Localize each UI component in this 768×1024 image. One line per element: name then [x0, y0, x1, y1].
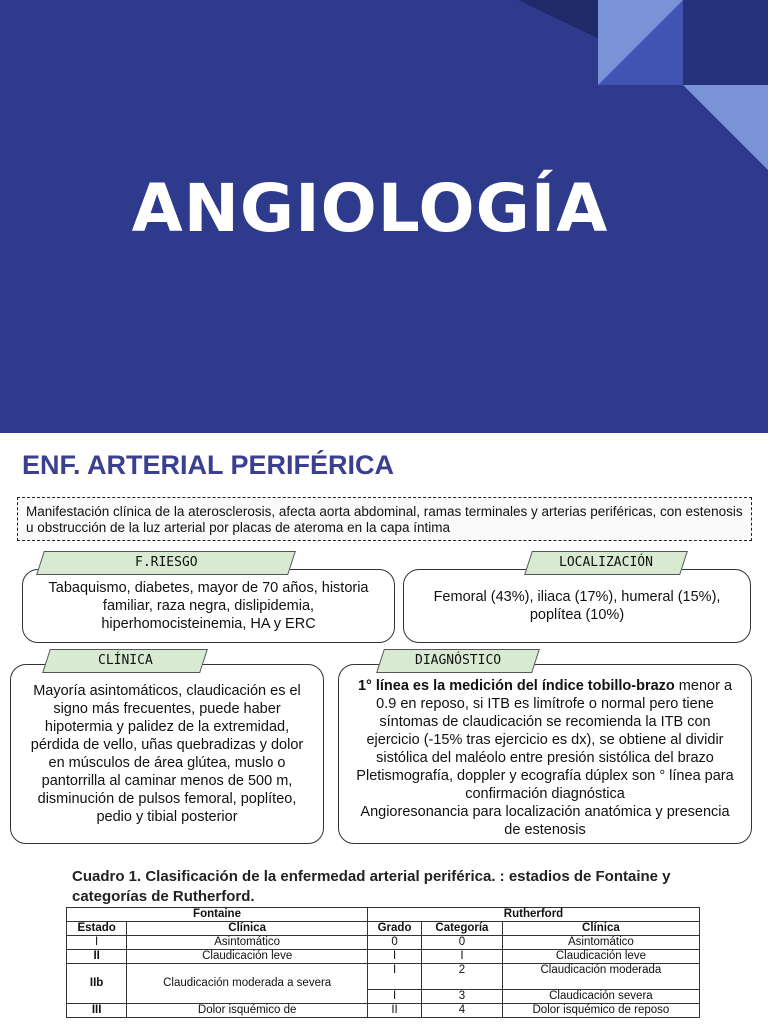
- fontaine-group-header: Fontaine: [67, 908, 368, 922]
- clinical-label: CLÍNICA: [97, 653, 153, 668]
- column-header: Estado: [67, 922, 127, 936]
- diagnosis-card: [338, 664, 752, 844]
- table-cell: Asintomático: [502, 936, 699, 950]
- table-cell: Dolor isquémico de reposo: [502, 1004, 699, 1018]
- location-label: LOCALIZACIÓN: [559, 555, 653, 570]
- definition-box: Manifestación clínica de la aterosclerosis, afecta aorta abdominal, ramas terminales y arterias periféricas, con estenosis u obstrucción de la luz arterial por placas de ateroma en la capa íntima: [17, 497, 752, 541]
- table-row: [67, 936, 700, 950]
- diagnosis-label: DIAGNÓSTICO: [414, 653, 502, 668]
- table-cell: IIb: [67, 964, 127, 1004]
- location-text: Femoral (43%), iliaca (17%), humeral (15%), poplítea (10%): [433, 589, 721, 623]
- clinical-tag: [42, 649, 208, 673]
- title-slide: [0, 0, 768, 433]
- risk-factors-tag: [36, 551, 296, 575]
- risk-factors-label: F.RIESGO: [134, 555, 198, 570]
- table-cell: Claudicación leve: [502, 950, 699, 964]
- diagnosis-text: menor a 0.9 en reposo, si ITB es limítrofe o normal pero tiene síntomas de claudicación se recomienda la ITB con ejercicio (-15% tras ejercicio es dx), se obtiene al dividir sistólica del maléolo entre presión sistólica del brazo: [366, 678, 733, 766]
- table-cell: Asintomático: [127, 936, 368, 950]
- table-cell: I: [368, 964, 422, 990]
- table-cell: 0: [368, 936, 422, 950]
- table-cell: III: [67, 1004, 127, 1018]
- diagnosis-line-3: Angioresonancia para localización anatómica y presencia de estenosis: [360, 804, 730, 838]
- risk-factors-card: [22, 569, 395, 643]
- clinical-text: Mayoría asintomáticos, claudicación es el signo más frecuentes, puede haber hipotermia y palidez de la extremidad, pérdida de vello, uñas quebradizas y dolor en músculos de área glútea, muslo o pantorrilla al caminar menos de 500 m, disminución de pulsos femoral, poplíteo, pedio y tibial posterior: [30, 683, 304, 825]
- diagnosis-tag: [376, 649, 540, 673]
- column-header: Clínica: [127, 922, 368, 936]
- table-cell: II: [368, 1004, 422, 1018]
- table-row: [67, 950, 700, 964]
- slide-title: ANGIOLOGÍA: [131, 170, 609, 247]
- table-cell: Claudicación leve: [127, 950, 368, 964]
- classification-table: [66, 907, 700, 1018]
- table-cell: II: [67, 950, 127, 964]
- table-cell: I: [368, 990, 422, 1004]
- table-cell: 2: [422, 964, 503, 990]
- corner-decoration: [683, 85, 768, 170]
- corner-decoration: [683, 0, 768, 85]
- location-tag: [524, 551, 688, 575]
- table-group-header: [67, 908, 700, 922]
- table-cell: Claudicación moderada: [502, 964, 699, 990]
- table-row: [67, 964, 700, 990]
- risk-factors-text: Tabaquismo, diabetes, mayor de 70 años, historia familiar, raza negra, dislipidemia, hiperhomocisteinemia, HA y ERC: [48, 580, 369, 632]
- table-cell: Dolor isquémico de: [127, 1004, 368, 1018]
- table-row: [67, 1004, 700, 1018]
- diagnosis-line-2: Pletismografía, doppler y ecografía dúplex son ° línea para confirmación diagnóstica: [356, 768, 734, 802]
- column-header: Categoría: [422, 922, 503, 936]
- location-card: [403, 569, 751, 643]
- table-cell: 3: [422, 990, 503, 1004]
- table-caption: Cuadro 1. Clasificación de la enfermedad arterial periférica. : estadios de Fontaine y categorías de Rutherford.: [72, 868, 671, 905]
- diagnosis-bold-text: 1° línea es la medición del índice tobillo-brazo: [357, 678, 675, 694]
- table-cell: I: [67, 936, 127, 950]
- table-cell: 4: [422, 1004, 503, 1018]
- clinical-card: [10, 664, 324, 844]
- table-cell: Claudicación moderada a severa: [127, 964, 368, 1004]
- rutherford-group-header: Rutherford: [368, 908, 700, 922]
- table-cell: 0: [422, 936, 503, 950]
- column-header: Grado: [368, 922, 422, 936]
- column-header: Clínica: [502, 922, 699, 936]
- corner-decoration: [598, 0, 683, 85]
- table-cell: I: [368, 950, 422, 964]
- table-header-row: [67, 922, 700, 936]
- section-title: ENF. ARTERIAL PERIFÉRICA: [22, 450, 395, 480]
- table-cell: Claudicación severa: [502, 990, 699, 1004]
- table-cell: I: [422, 950, 503, 964]
